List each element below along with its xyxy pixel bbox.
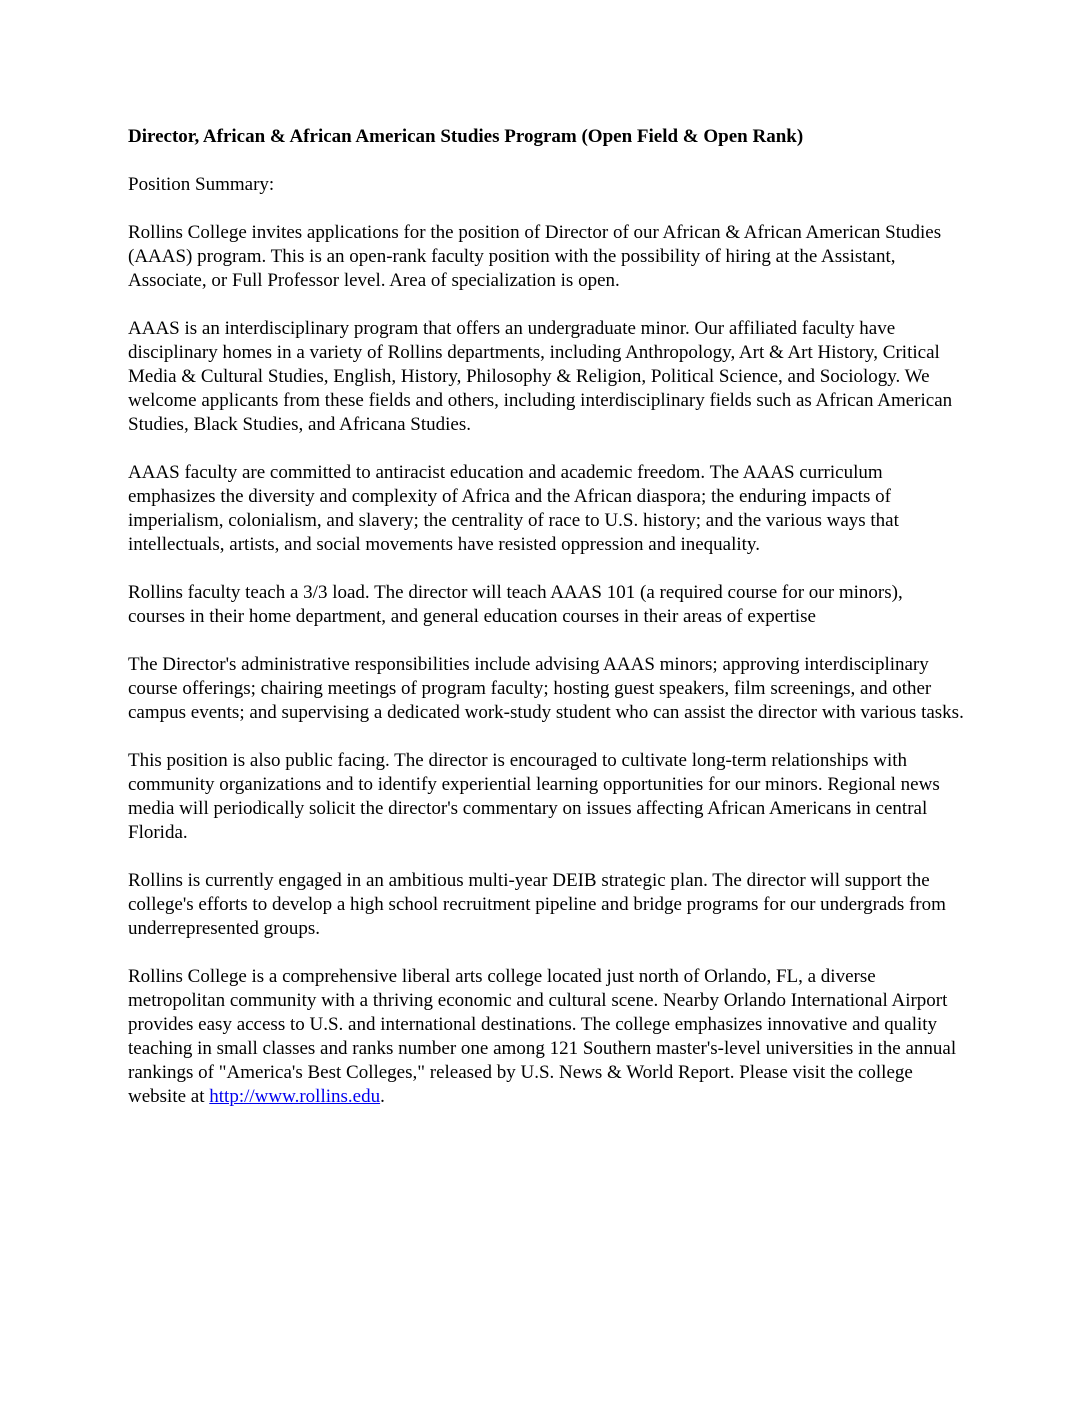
paragraph-position-overview: Rollins College invites applications for the position of Director of our African & African American Studies (AAAS) program. This is an open-rank faculty position with the possibility of hiring at the Assistant, Associate, or Full Professor level. Area of specialization is open. xyxy=(128,222,942,291)
closing-paragraph-text: Rollins College is a comprehensive liberal arts college located just north of Orlando, FL, a diverse metropolitan community with a thriving economic and cultural scene. Nearby Orlando International Airport provides easy access to U.S. and international destinations. The college emphasizes innovative and quality teaching in small classes and ranks number one among 121 Southern master's-level universities in the annual rankings of "America's Best Colleges," released by U.S. News & World Report. Please visit the college website xyxy=(128,966,957,1107)
paragraph-program-description: AAAS is an interdisciplinary program that offers an undergraduate minor. Our affiliated faculty have disciplinary homes in a variety of Rollins departments, including Anthropology, Art & Art History, Critical Media & Cultural Studies, English, History, Philosophy & Religion, Political Science, and Sociology. We welcome applicants from these fields and others, including interdisciplinary fields such as African American Studies, Black Studies, and Africana Studies. xyxy=(128,318,953,435)
paragraph-teaching-load: Rollins faculty teach a 3/3 load. The director will teach AAAS 101 (a required course for our minors), courses in their home department, and general education courses in their areas of expertise xyxy=(128,582,903,627)
paragraph-deib-plan: Rollins is currently engaged in an ambitious multi-year DEIB strategic plan. The director will support the college's efforts to develop a high school recruitment pipeline and bridge programs for our undergrads from underrepresented groups. xyxy=(128,870,946,939)
link-prefix: at xyxy=(190,1086,210,1107)
paragraph-public-facing: This position is also public facing. The director is encouraged to cultivate long-term relationships with community organizations and to identify experiential learning opportunities for our minors. Regional news media will periodically solicit the director's commentary on issues affecting African Americans in central Florida. xyxy=(128,750,940,843)
website-link-group xyxy=(191,1086,380,1107)
section-label: Position Summary: xyxy=(128,174,275,195)
rollins-website-link[interactable]: http://www.rollins.edu xyxy=(209,1086,381,1107)
paragraph-administrative-duties: The Director's administrative responsibilities include advising AAAS minors; approving interdisciplinary course offerings; chairing meetings of program faculty; hosting guest speakers, film screenings, and other campus events; and supervising a dedicated work-study student who can assist the director with various tasks. xyxy=(128,654,964,723)
paragraph-curriculum: AAAS faculty are committed to antiracist education and academic freedom. The AAAS curriculum emphasizes the diversity and complexity of Africa and the African diaspora; the enduring impacts of imperialism, colonialism, and slavery; the centrality of race to U.S. history; and the various ways that intellectuals, artists, and social movements have resisted oppression and inequality. xyxy=(128,462,899,555)
closing-period: . xyxy=(380,1086,385,1107)
closing-paragraph xyxy=(128,965,964,1109)
document-title: Director, African & African American Studies Program (Open Field & Open Rank) xyxy=(128,126,804,147)
